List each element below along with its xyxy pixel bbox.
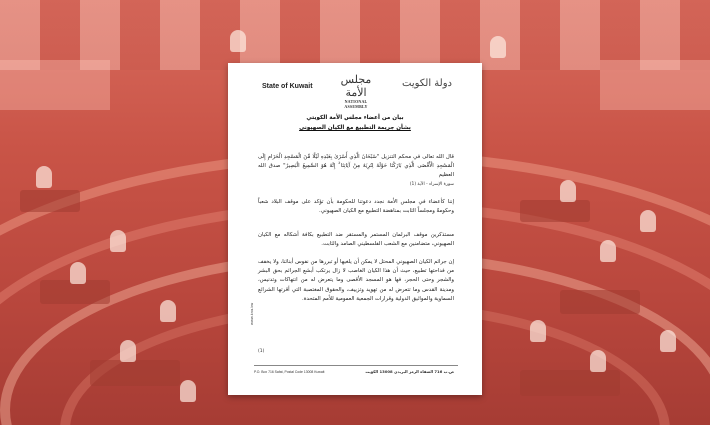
verse-reference: سورة الإسراء - الآية (1) [409, 182, 454, 187]
desk [520, 370, 620, 396]
seated-member [590, 350, 606, 372]
seated-member [560, 180, 576, 202]
footer-address-en: P.O. Box 716 Safat, Postal Code 13008 Kuwait [254, 370, 325, 374]
desk [560, 290, 640, 314]
seated-member [640, 210, 656, 232]
desk [90, 360, 180, 386]
seated-member [160, 300, 176, 322]
national-assembly-logo [335, 73, 377, 109]
seated-member [230, 30, 246, 52]
balcony-left [0, 60, 110, 110]
seated-member [490, 36, 506, 58]
seated-member [530, 320, 546, 342]
seated-member [660, 330, 676, 352]
body-paragraph-2: إننا كأعضاء في مجلس الأمة نجدد دعوتنا للحكومة بأن تؤكد على موقف البلاد شعباً وحكومةً ومجلساً الثابت بمناهضة التطبيع مع الكيان الصهيوني. [258, 199, 454, 215]
body-paragraph-3: مستذكرين موقف البرلمان المستمر والمستقر ضد التطبيع بكافة أشكاله مع الكيان الصهيوني، متضامنين مع الشعب الفلسطيني الصامد والثابت. [258, 232, 454, 248]
seated-member [120, 340, 136, 362]
logo-calligraphy: مجلس الأمة [340, 73, 372, 99]
side-website: www.kna.kw [250, 302, 254, 325]
seated-member [180, 380, 196, 402]
seated-member [600, 240, 616, 262]
body-paragraph-4: إن جرائم الكيان الصهيوني المحتل لا يمكن أن يلغيها أو تبررها من نفوس أبنائنا، ولا يخفف من فداحتها تطبيع، حيث أن هذا الكيان الغاصب لا زال يرتكب أبشع الجرائم بحق البشر والشجر وحتى الحجر، فها هو المسجد الأقصى وما يتعرض له من انتهاكات وتدنيس، ومدينة القدس وما تتعرض له من تهويد وتزييف، والحقوق المغتصبة التي أقرتها الشرائع السماوية والمواثيق الدولية وقرارات الجمعية العمومية للأمم المتحدة. [258, 259, 454, 302]
state-of-kuwait-ar: دولة الكويت [402, 78, 452, 89]
seated-member [70, 262, 86, 284]
statement-subtitle: بشأن جريمة التطبيع مع الكيان الصهيوني [299, 125, 411, 131]
footer-address-ar: ص.ب 716 الصفاة الرمز البريدي 13008 الكويت [365, 369, 454, 374]
desk [520, 200, 590, 222]
page-mark: (1) [258, 349, 265, 354]
letterhead [228, 63, 482, 107]
statement-title: بيان من أعضاء مجلس الأمة الكويتي [306, 115, 404, 121]
balcony-right [600, 60, 710, 110]
statement-document [228, 63, 482, 395]
seated-member [110, 230, 126, 252]
footer-divider [254, 365, 458, 366]
state-of-kuwait-en: State of Kuwait [262, 83, 313, 90]
logo-english-text: NATIONAL ASSEMBLY [344, 99, 368, 109]
quran-verse-paragraph: قال الله تعالى في محكم التنزيل "سُبْحَانَ الَّذِي أَسْرَىٰ بِعَبْدِهِ لَيْلًا مِّنَ الْمَسْجِدِ الْحَرَامِ إِلَى الْمَسْجِدِ الْأَقْصَى الَّذِي بَارَكْنَا حَوْلَهُ لِنُرِيَهُ مِنْ آيَاتِنَا ۚ إِنَّهُ هُوَ السَّمِيعُ الْبَصِيرُ" صدق الله العظيم [258, 154, 454, 179]
desk [20, 190, 80, 212]
seated-member [36, 166, 52, 188]
